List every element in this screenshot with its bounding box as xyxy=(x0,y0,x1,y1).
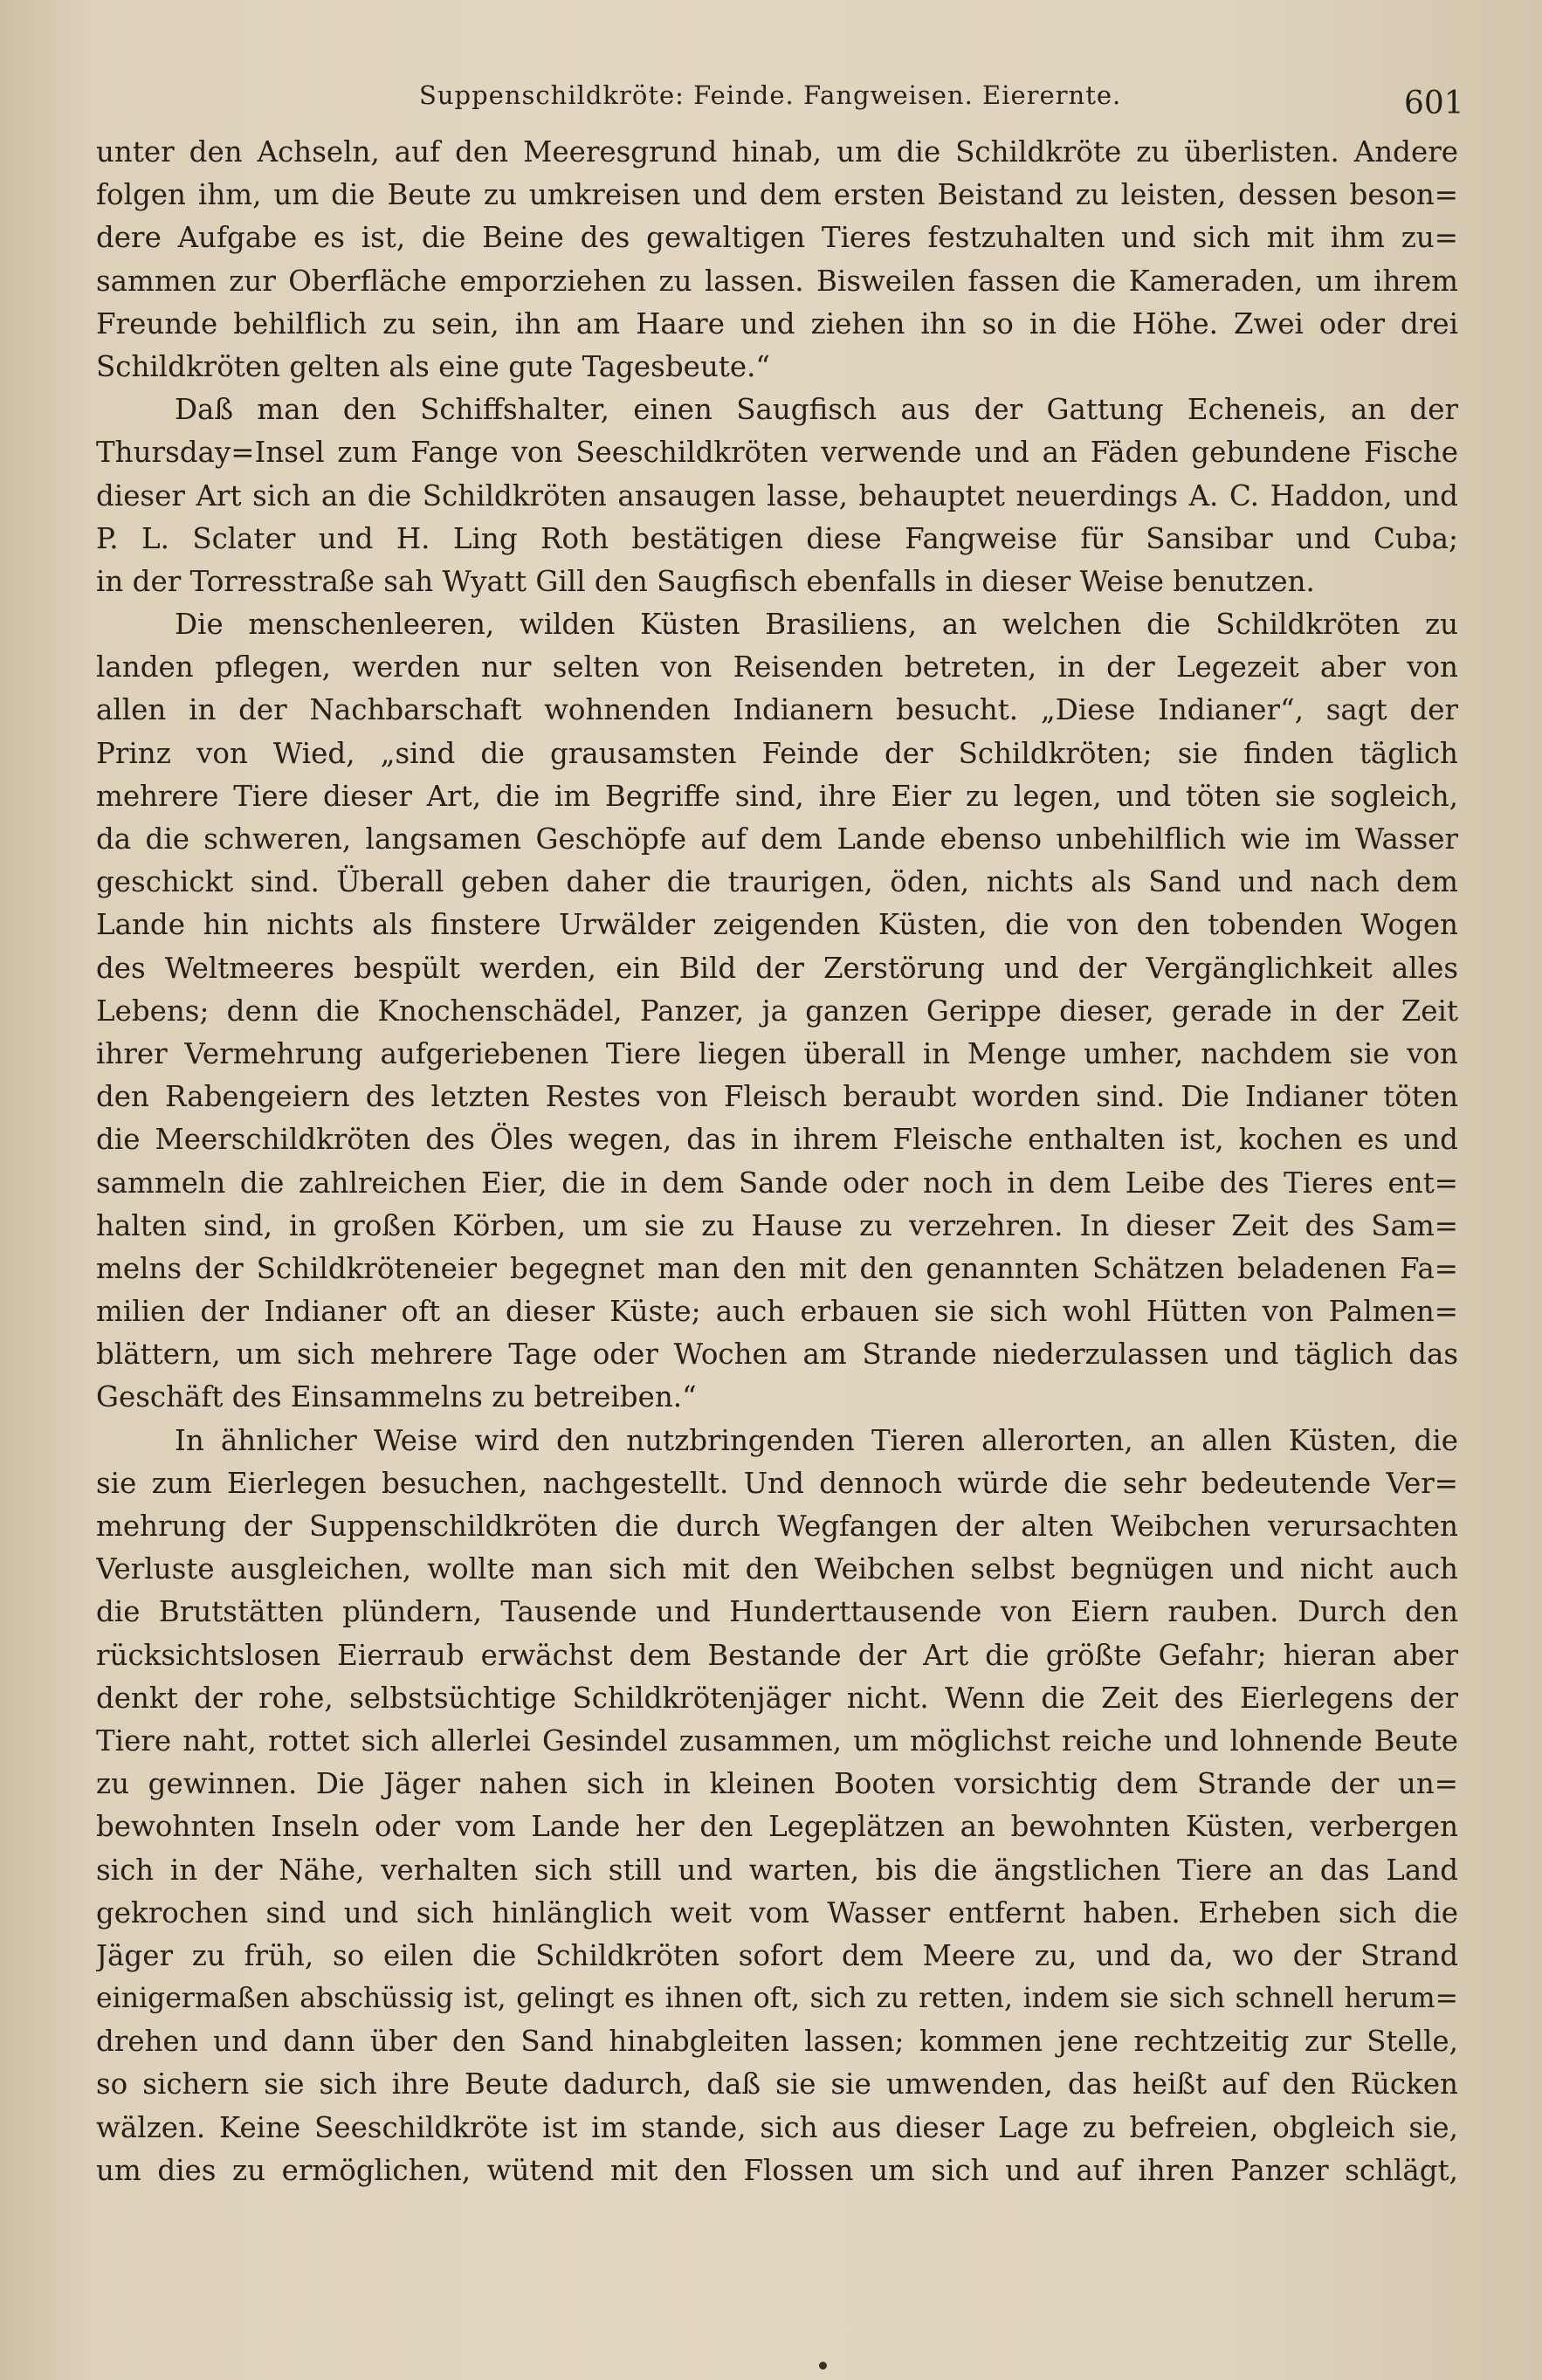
page-number: 601 xyxy=(1404,86,1464,121)
text-line: dere Aufgabe es ist, die Beine des gewaltigen Tieres festzuhalten und sich mit ihm zu= xyxy=(96,221,1458,255)
text-line: P. L. Sclater und H. Ling Roth bestätigen diese Fangweise für Sansibar und Cuba; xyxy=(96,521,1458,555)
text-line: Prinz von Wied, „sind die grausamsten Feinde der Schildkröten; sie finden täglich xyxy=(96,736,1458,770)
body-text xyxy=(96,131,1458,2192)
text-line: folgen ihm, um die Beute zu umkreisen und dem ersten Beistand zu leisten, dessen beson= xyxy=(96,178,1458,212)
text-line: melns der Schildkröteneier begegnet man den mit den genannten Schätzen beladenen Fa= xyxy=(96,1251,1458,1285)
text-line: Geschäft des Einsammelns zu betreiben.“ xyxy=(96,1380,697,1414)
text-line: Freunde behilflich zu sein, ihn am Haare und ziehen ihn so in die Höhe. Zwei oder drei xyxy=(96,306,1458,340)
running-title: Suppenschildkröte: Feinde. Fangweisen. Eierernte. xyxy=(419,80,1122,110)
text-line: sie zum Eierlegen besuchen, nachgestellt. Und dennoch würde die sehr bedeutende Ver= xyxy=(96,1466,1458,1500)
text-line: die Brutstätten plündern, Tausende und Hunderttausende von Eiern rauben. Durch den xyxy=(96,1595,1458,1629)
text-line: um dies zu ermöglichen, wütend mit den Flossen um sich und auf ihren Panzer schlägt, xyxy=(96,2153,1458,2187)
text-line: sammen zur Oberfläche emporziehen zu lassen. Bisweilen fassen die Kameraden, um ihrem xyxy=(96,264,1458,298)
text-line: Verluste ausgleichen, wollte man sich mit den Weibchen selbst begnügen und nicht auch xyxy=(96,1552,1458,1586)
text-line: halten sind, in großen Körben, um sie zu Hause zu verzehren. In dieser Zeit des Sam= xyxy=(96,1208,1458,1242)
text-line: drehen und dann über den Sand hinabgleiten lassen; kommen jene rechtzeitig zur Stelle, xyxy=(96,2025,1458,2059)
text-line: allen in der Nachbarschaft wohnenden Indianern besucht. „Diese Indianer“, sagt der xyxy=(96,693,1458,727)
text-line: sich in der Nähe, verhalten sich still und warten, bis die ängstlichen Tiere an das Land xyxy=(96,1853,1458,1887)
text-line: blättern, um sich mehrere Tage oder Wochen am Strande niederzulassen und täglich das xyxy=(96,1338,1458,1372)
text-line: Die menschenleeren, wilden Küsten Brasiliens, an welchen die Schildkröten zu xyxy=(175,608,1458,642)
text-line: da die schweren, langsamen Geschöpfe auf dem Lande ebenso unbehilflich wie im Wasser xyxy=(96,822,1458,856)
text-line: Thursday=Insel zum Fange von Seeschildkröten verwende und an Fäden gebundene Fische xyxy=(96,436,1458,470)
text-line: einigermaßen abschüssig ist, gelingt es ihnen oft, sich zu retten, indem sie sich schnell herum= xyxy=(96,1983,1458,2015)
text-line: Schildkröten gelten als eine gute Tagesbeute.“ xyxy=(96,349,771,383)
text-line: zu gewinnen. Die Jäger nahen sich in kleinen Booten vorsichtig dem Strande der un= xyxy=(96,1767,1458,1801)
text-line: den Rabengeiern des letzten Restes von Fleisch beraubt worden sind. Die Indianer töten xyxy=(96,1080,1458,1114)
text-line: wälzen. Keine Seeschildkröte ist im stande, sich aus dieser Lage zu befreien, obgleich sie, xyxy=(96,2110,1458,2144)
text-line: Daß man den Schiffshalter, einen Saugfisch aus der Gattung Echeneis, an der xyxy=(175,393,1458,427)
text-line: rücksichtslosen Eierraub erwächst dem Bestande der Art die größte Gefahr; hieran aber xyxy=(96,1638,1458,1672)
text-line: ihrer Vermehrung aufgeriebenen Tiere liegen überall in Menge umher, nachdem sie von xyxy=(96,1036,1458,1070)
text-line: in der Torresstraße sah Wyatt Gill den Saugfisch ebenfalls in dieser Weise benutzen. xyxy=(96,564,1315,598)
text-line: Tiere naht, rottet sich allerlei Gesindel zusammen, um möglichst reiche und lohnende Beute xyxy=(96,1723,1458,1757)
text-line: unter den Achseln, auf den Meeresgrund hinab, um die Schildkröte zu überlisten. Andere xyxy=(96,135,1458,169)
text-line: In ähnlicher Weise wird den nutzbringenden Tieren allerorten, an allen Küsten, die xyxy=(175,1423,1458,1457)
text-line: milien der Indianer oft an dieser Küste; auch erbauen sie sich wohl Hütten von Palmen= xyxy=(96,1295,1458,1329)
text-line: so sichern sie sich ihre Beute dadurch, daß sie sie umwenden, das heißt auf den Rücken xyxy=(96,2067,1458,2101)
text-line: mehrung der Suppenschildkröten die durch Wegfangen der alten Weibchen verursachten xyxy=(96,1510,1458,1543)
text-line: des Weltmeeres bespült werden, ein Bild der Zerstörung und der Vergänglichkeit alles xyxy=(96,951,1458,985)
text-line: bewohnten Inseln oder vom Lande her den Legeplätzen an bewohnten Küsten, verbergen xyxy=(96,1810,1458,1844)
text-line: landen pflegen, werden nur selten von Reisenden betreten, in der Legezeit aber von xyxy=(96,650,1458,684)
text-line: Lande hin nichts als finstere Urwälder zeigenden Küsten, die von den tobenden Wogen xyxy=(96,908,1458,942)
text-line: geschickt sind. Überall geben daher die traurigen, öden, nichts als Sand und nach dem xyxy=(96,865,1458,899)
footer-dot xyxy=(819,2362,827,2370)
text-line: die Meerschildkröten des Öles wegen, das in ihrem Fleische enthalten ist, kochen es und xyxy=(96,1123,1458,1157)
text-line: Jäger zu früh, so eilen die Schildkröten sofort dem Meere zu, und da, wo der Strand xyxy=(96,1938,1458,1972)
text-line: Lebens; denn die Knochenschädel, Panzer, ja ganzen Gerippe dieser, gerade in der Zeit xyxy=(96,994,1458,1028)
text-line: gekrochen sind und sich hinlänglich weit vom Wasser entfernt haben. Erheben sich die xyxy=(96,1895,1458,1929)
text-line: mehrere Tiere dieser Art, die im Begriffe sind, ihre Eier zu legen, und töten sie sogleich, xyxy=(96,779,1458,813)
text-line: sammeln die zahlreichen Eier, die in dem Sande oder noch in dem Leibe des Tieres ent= xyxy=(96,1166,1458,1200)
text-line: denkt der rohe, selbstsüchtige Schildkrötenjäger nicht. Wenn die Zeit des Eierlegens der xyxy=(96,1681,1458,1715)
text-line: dieser Art sich an die Schildkröten ansaugen lasse, behauptet neuerdings A. C. Haddon, und xyxy=(96,478,1458,512)
